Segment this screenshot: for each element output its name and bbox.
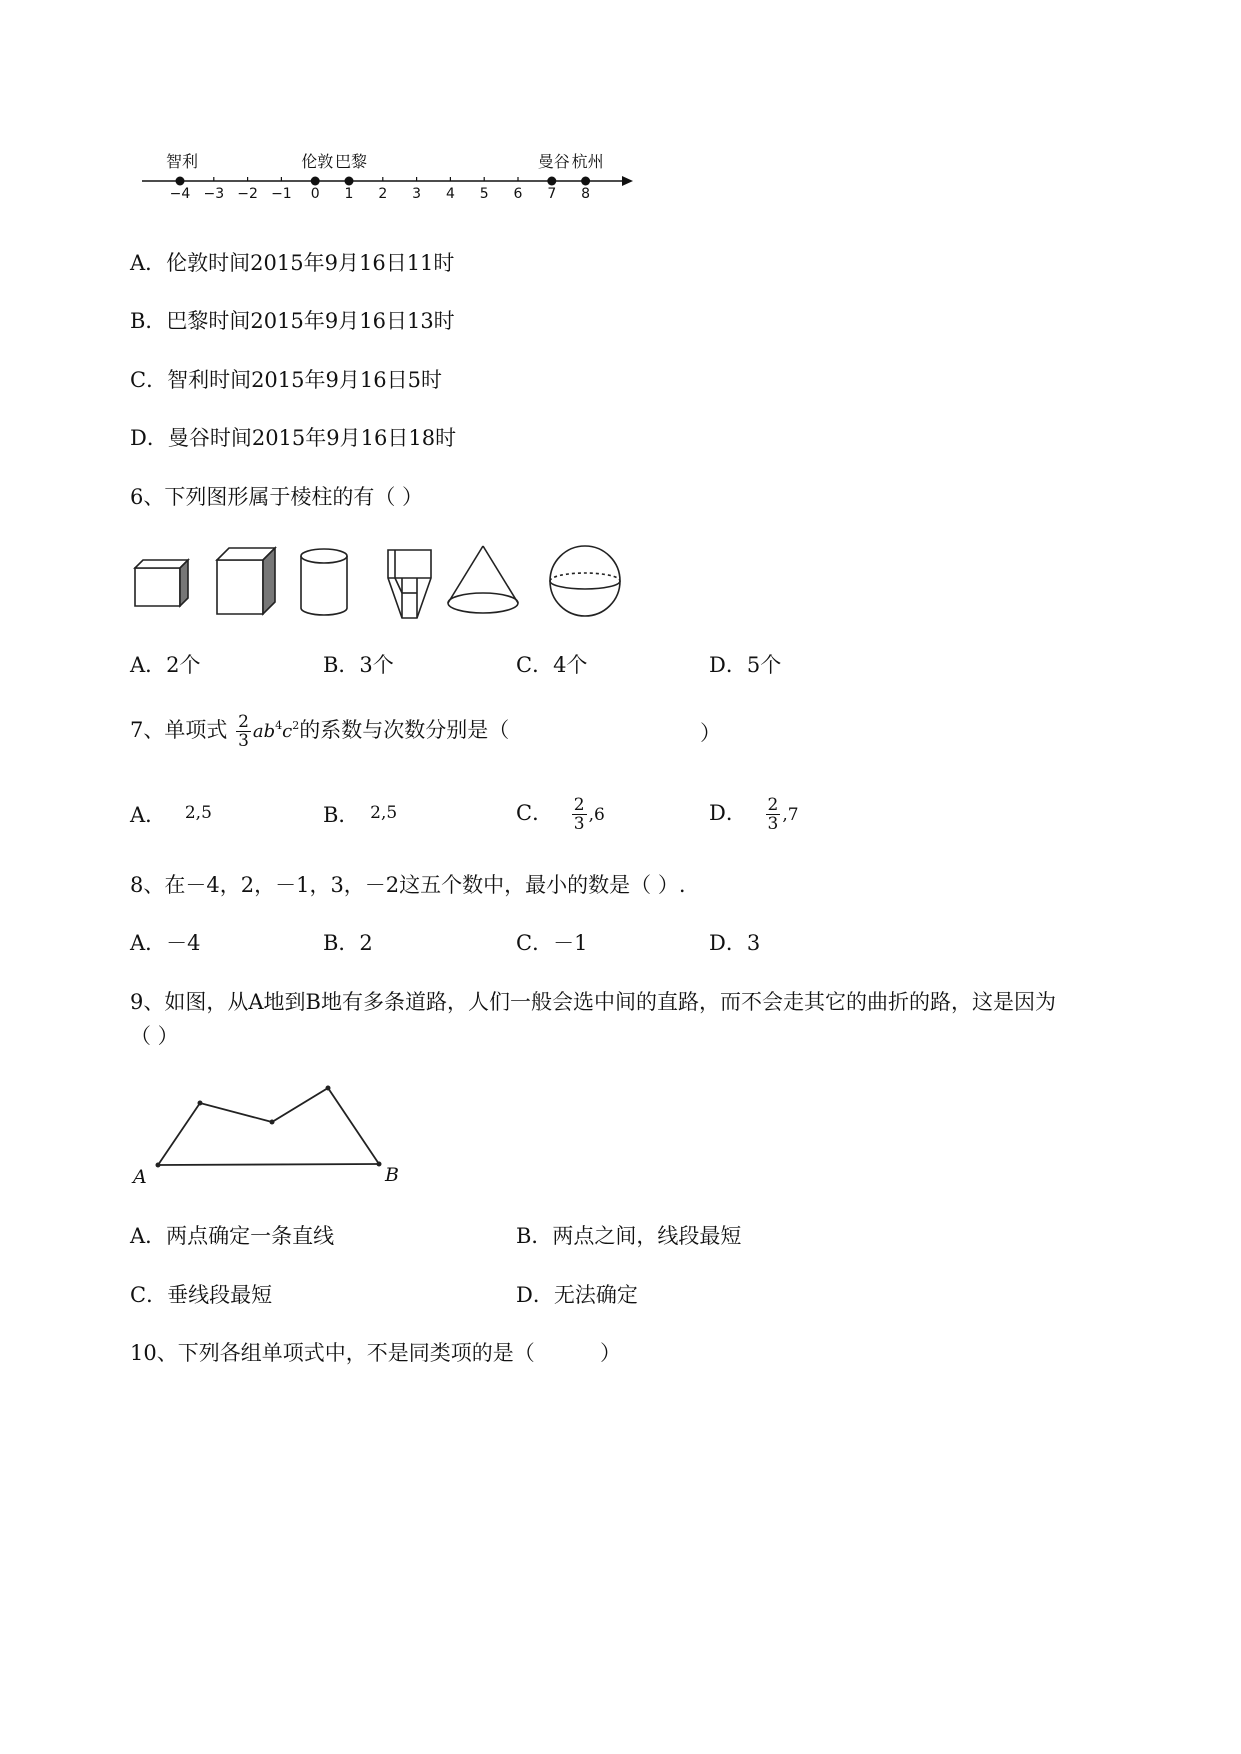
q7-option-c <box>516 796 605 833</box>
q7-option-b <box>323 801 397 831</box>
q7-monomial-exp2: 2 <box>292 719 300 732</box>
number-line-tick-label: 0 <box>310 186 320 202</box>
q9-roads-figure <box>125 1075 415 1195</box>
q8-option-a: A．－4 <box>130 931 201 955</box>
frustum-prism-shape <box>388 550 431 618</box>
q7-frac-num: 2 <box>238 712 249 732</box>
number-line-tick-label: 1 <box>344 186 354 202</box>
q7-monomial-base1: ab <box>252 721 276 742</box>
q7-option-d-label: D． <box>709 801 747 825</box>
point-b-label: B <box>385 1164 399 1186</box>
city-label: 曼谷 <box>537 152 570 171</box>
curved-road <box>158 1088 379 1165</box>
number-line-tick-label: 4 <box>445 186 455 202</box>
q6-stem: 6、下列图形属于棱柱的有（ ） <box>130 485 424 509</box>
q7-option-a-value: 2,5 <box>184 803 212 823</box>
number-line-tick-label: −4 <box>169 186 191 202</box>
q7-close-paren: ） <box>700 721 721 745</box>
q6-option-b: B．3个 <box>323 653 394 677</box>
q6-shapes-figure <box>125 538 635 628</box>
q5-option-c: C．智利时间2015年9月16日5时 <box>130 368 442 392</box>
q7-option-b-label: B． <box>323 803 360 827</box>
q7-option-c-num: 2 <box>573 795 585 815</box>
city-point <box>547 177 556 186</box>
cuboid-shape <box>135 560 188 606</box>
city-label: 智利 <box>165 152 199 171</box>
number-line-figure <box>130 140 650 220</box>
q6-option-a: A．2个 <box>130 653 201 677</box>
q7-option-d-num: 2 <box>767 795 779 815</box>
number-line-tick-label: 3 <box>412 186 422 202</box>
city-point <box>176 177 185 186</box>
q8-stem: 8、在－4，2，－1，3，－2这五个数中，最小的数是（ ）. <box>130 873 686 897</box>
q9-option-d: D．无法确定 <box>516 1283 638 1307</box>
q7-monomial-exp1: 4 <box>275 719 283 732</box>
q7-prefix: 7、单项式 <box>130 718 228 742</box>
number-line-tick-label: 5 <box>479 186 489 202</box>
cube-shape <box>217 548 275 614</box>
cylinder-shape <box>301 549 347 615</box>
q7-option-a-label: A． <box>130 803 167 827</box>
sphere-shape <box>550 546 620 616</box>
q7-monomial-base2: c <box>282 721 293 742</box>
q7-option-c-value: ,6 <box>588 805 605 825</box>
number-line-arrow <box>622 176 633 186</box>
q8-option-c: C．－1 <box>516 931 588 955</box>
q5-option-d: D．曼谷时间2015年9月16日18时 <box>130 426 457 450</box>
q8-option-d: D．3 <box>709 931 761 955</box>
q7-coefficient-fraction <box>236 713 251 750</box>
q5-option-a: A．伦敦时间2015年9月16日11时 <box>130 251 455 275</box>
q7-option-d-den: 3 <box>767 814 779 834</box>
q10-close-paren: ） <box>600 1341 621 1365</box>
number-line-tick-label: 8 <box>581 186 591 202</box>
number-line-tick-label: 7 <box>547 186 557 202</box>
q7-stem <box>130 712 509 750</box>
q9-option-c: C．垂线段最短 <box>130 1283 273 1307</box>
q6-option-d: D．5个 <box>709 653 782 677</box>
q6-option-c: C．4个 <box>516 653 588 677</box>
q7-option-c-den: 3 <box>573 814 585 834</box>
q8-option-b: B．2 <box>323 931 373 955</box>
q7-suffix: 的系数与次数分别是（ <box>299 718 510 742</box>
q9-option-b: B．两点之间，线段最短 <box>516 1224 742 1248</box>
q7-frac-den: 3 <box>238 731 249 751</box>
q9-stem-line2: （ ） <box>130 1024 179 1048</box>
city-point <box>581 177 590 186</box>
city-point <box>311 177 320 186</box>
q9-stem-line1: 9、如图，从A地到B地有多条道路，人们一般会选中间的直路，而不会走其它的曲折的路，这是因为 <box>130 990 1056 1014</box>
point-a-label: A <box>133 1166 147 1188</box>
city-label: 伦敦 <box>301 152 334 171</box>
q7-option-d <box>709 796 799 833</box>
q7-option-d-value: ,7 <box>782 805 799 825</box>
q7-option-a <box>130 801 212 831</box>
q10-stem: 10、下列各组单项式中，不是同类项的是（ <box>130 1341 535 1365</box>
number-line-tick-label: −1 <box>271 186 292 202</box>
number-line-tick-label: −3 <box>203 186 225 202</box>
number-line-tick-label: 2 <box>378 186 388 202</box>
q5-option-b: B．巴黎时间2015年9月16日13时 <box>130 309 455 333</box>
city-label: 杭州 <box>571 152 604 171</box>
q7-option-b-value: 2,5 <box>370 803 398 823</box>
q7-option-d-fraction <box>766 796 781 833</box>
cone-shape <box>448 546 518 613</box>
number-line-tick-label: −2 <box>237 186 258 202</box>
number-line-tick-label: 6 <box>513 186 523 202</box>
straight-road <box>158 1164 379 1165</box>
q7-option-c-fraction <box>572 796 587 833</box>
city-point <box>345 177 354 186</box>
city-label: 巴黎 <box>334 152 368 171</box>
q9-option-a: A．两点确定一条直线 <box>130 1224 335 1248</box>
q7-option-c-label: C． <box>516 801 554 825</box>
